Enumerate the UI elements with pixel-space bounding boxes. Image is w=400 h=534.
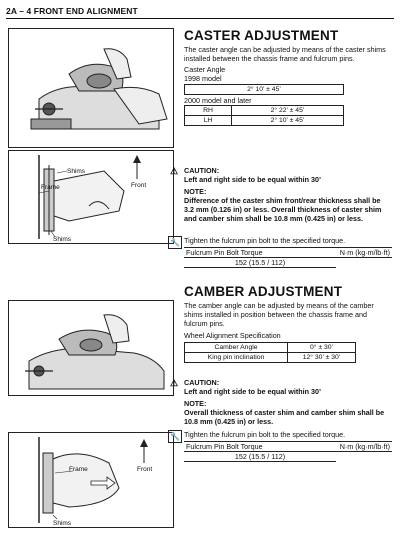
camber-caution-title: CAUTION: (184, 378, 220, 387)
caster-1998-value: 2° 10’ ± 45’ (185, 85, 344, 95)
fig4-front-label: Front (137, 466, 153, 473)
caster-torque-value: 152 (15.5 / 112) (184, 258, 336, 268)
camber-torque-header (184, 441, 392, 452)
camber-torque-unit: N·m (kg·m/lb·ft) (339, 442, 390, 451)
fig2-front-label: Front (131, 182, 147, 189)
camber-title: CAMBER ADJUSTMENT (184, 284, 343, 299)
caster-torque-header (184, 247, 392, 258)
fig4-shims-label: Shims (53, 520, 72, 527)
table-row (185, 353, 356, 363)
camber-shims-diagram (8, 432, 174, 528)
camber-note-text: Overall thickness of caster shim and camber shim shall be 10.8 mm (0.425 in) or less. (184, 408, 385, 426)
kingpin-value: 12° 30’ ± 30’ (288, 353, 356, 363)
caster-note-title: NOTE: (184, 187, 207, 196)
camber-caution (184, 378, 392, 426)
caster-torque-instruction: Tighten the fulcrum pin bolt to the specified torque. (184, 236, 346, 245)
caster-caution-text: Left and right side to be equal within 30’ (184, 175, 321, 184)
caster-shims-diagram (8, 150, 174, 244)
camber-adjustment-illustration (8, 300, 174, 396)
caster-title: CASTER ADJUSTMENT (184, 28, 339, 43)
torque-wrench-icon: 🔧 (168, 236, 182, 249)
caster-angle-label: Caster Angle (184, 65, 226, 74)
caster-rh-value: 2° 22’ ± 45’ (232, 106, 344, 116)
camber-spec-table (184, 342, 356, 363)
camber-torque-value: 152 (15.5 / 112) (184, 452, 336, 462)
camber-note-title: NOTE: (184, 399, 207, 408)
camber-torque (184, 430, 392, 462)
fig2-shims-label: Shims (67, 168, 86, 175)
camber-angle-value: 0° ± 30’ (288, 343, 356, 353)
kingpin-item: King pin inclination (185, 353, 288, 363)
caster-torque-item: Fulcrum Pin Bolt Torque (186, 248, 263, 257)
caster-lh-value: 2° 10’ ± 45’ (232, 116, 344, 126)
camber-torque-instruction: Tighten the fulcrum pin bolt to the specified torque. (184, 430, 346, 439)
camber-caution-text: Left and right side to be equal within 30’ (184, 387, 321, 396)
caster-2000-label: 2000 model and later (184, 96, 252, 105)
table-row (185, 343, 356, 353)
caster-note-text: Difference of the caster shim front/rear thickness shall be 3.2 mm (0.126 in) or less. Overall thickness of caster shim and camber shim shall be 10.8 mm (0.425 in) or less. (184, 196, 382, 223)
fig2-shims-bottom-label: Shims (53, 236, 72, 243)
camber-spec-label: Wheel Alignment Specification (184, 331, 281, 340)
fig4-frame-label: Frame (69, 466, 88, 473)
caster-torque (184, 236, 392, 268)
caster-section (184, 28, 392, 126)
caster-1998-table (184, 84, 344, 95)
caster-intro: The caster angle can be adjusted by means of the caster shims installed between the chassis frame and fulcrum pins. (184, 45, 386, 63)
fig2-frame-label: Frame (41, 184, 60, 191)
table-row (185, 116, 344, 126)
caster-lh-side: LH (185, 116, 232, 126)
camber-section (184, 284, 392, 363)
caster-caution (184, 166, 392, 223)
caster-rh-side: RH (185, 106, 232, 116)
page-header: 2A – 4 FRONT END ALIGNMENT (6, 6, 394, 19)
caster-torque-unit: N·m (kg·m/lb·ft) (339, 248, 390, 257)
caster-adjustment-illustration (8, 28, 174, 148)
torque-wrench-icon: 🔧 (168, 430, 182, 443)
camber-intro: The camber angle can be adjusted by means of the camber shims installed in position between the chassis frame and fulcrum pins. (184, 301, 374, 328)
table-row (185, 106, 344, 116)
caster-1998-label: 1998 model (184, 74, 222, 83)
caution-triangle-icon: ⚠ (169, 378, 179, 388)
caster-2000-table (184, 105, 344, 126)
camber-angle-item: Camber Angle (185, 343, 288, 353)
caution-triangle-icon: ⚠ (169, 166, 179, 176)
camber-torque-item: Fulcrum Pin Bolt Torque (186, 442, 263, 451)
caster-caution-title: CAUTION: (184, 166, 220, 175)
